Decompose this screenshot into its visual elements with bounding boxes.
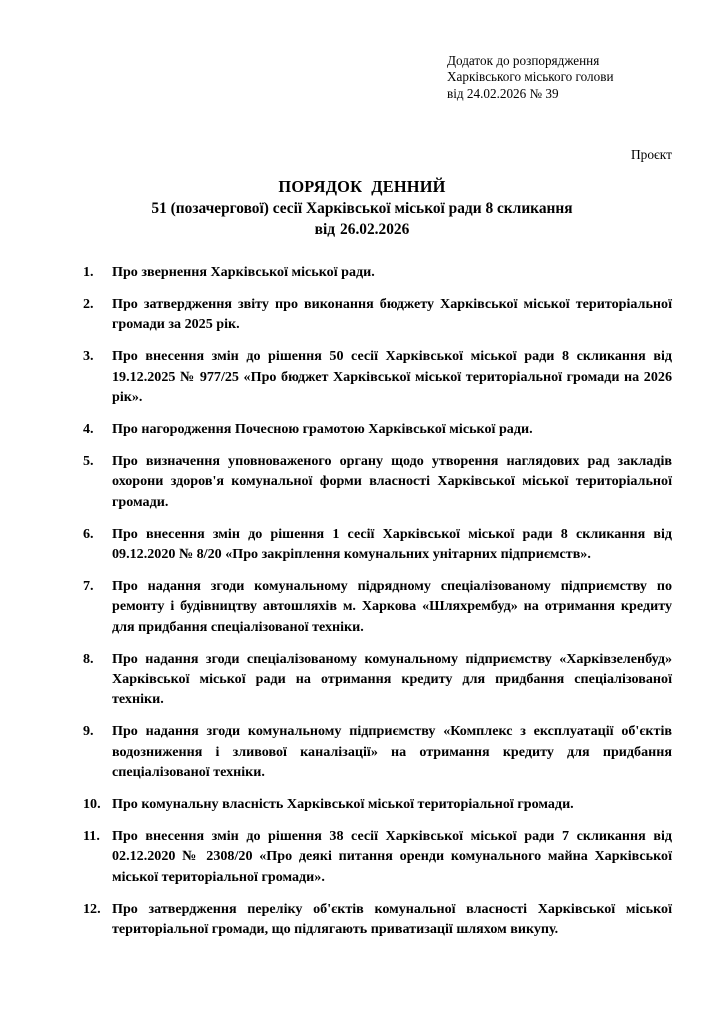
agenda-item-number: 5. [83, 452, 94, 469]
agenda-item-number: 10. [83, 796, 101, 813]
agenda-item [83, 262, 672, 282]
agenda-item-number: 3. [83, 348, 94, 365]
agenda-item-number: 8. [83, 650, 94, 667]
agenda-item-text: Про визначення уповноваженого органу щодо утворення наглядових рад закладів охорони здоров'я комунальної форми власності Харківської міської територіальної громади. [112, 452, 672, 510]
agenda-item-text: Про внесення змін до рішення 38 сесії Харківської міської ради 7 скликання від 02.12.2020 № 2308/20 «Про деякі питання оренди комунального майна Харківської міської територіальної громади». [112, 827, 672, 885]
agenda-item-number: 9. [83, 723, 94, 740]
agenda-item-number: 1. [83, 264, 94, 280]
agenda-item [83, 419, 672, 439]
agenda-item-text: Про комунальну власність Харківської міської територіальної громади. [112, 796, 574, 813]
document-header-block [447, 53, 697, 102]
agenda-item-text: Про затвердження переліку об'єктів комунальної власності Харківської міської територіальної громади, що підлягають приватизації шляхом викупу. [112, 900, 672, 938]
agenda-item-number: 4. [83, 420, 94, 437]
header-line-date-number: від 24.02.2026 № 39 [447, 85, 559, 101]
agenda-item [83, 794, 672, 814]
document-title-block [52, 176, 672, 240]
agenda-item-number: 12. [83, 900, 101, 917]
agenda-item-text: Про внесення змін до рішення 50 сесії Харківської міської ради 8 скликання від 19.12.2025 № 977/25 «Про бюджет Харківської міської територіальної громади на 2026 рік». [112, 348, 672, 406]
agenda-item-number: 2. [83, 295, 94, 312]
agenda-item-number: 7. [83, 577, 94, 594]
page-title [52, 176, 672, 198]
header-line-appendix: Додаток до розпорядження [447, 53, 600, 68]
agenda-item-text: Про надання згоди спеціалізованому комунальному підприємству «Харківзеленбуд» Харківської міської ради на отримання кредиту для придбання спеціалізованої техніки. [112, 650, 672, 708]
agenda-item [83, 524, 672, 565]
agenda-item-text: Про надання згоди комунальному підрядному спеціалізованому підприємству по ремонту і будівництву автошляхів м. Харкова «Шляхрембуд» на отримання кредиту для придбання спеціалізованої техніки. [112, 577, 672, 635]
agenda-item-number: 6. [83, 525, 94, 542]
title-date-prefix: від [314, 221, 336, 238]
title-word-poryadok: ПОРЯДОК [278, 177, 363, 196]
agenda-item-text: Про нагородження Почесною грамотою Харківської міської ради. [112, 420, 533, 437]
agenda-item [83, 576, 672, 637]
agenda-item [83, 899, 672, 940]
agenda-item-text: Про звернення Харківської міської ради. [112, 264, 375, 280]
page-subtitle: 51 (позачергової) сесії Харківської міської ради 8 скликання [151, 200, 573, 217]
title-word-dennyi: ДЕННИЙ [371, 177, 446, 196]
agenda-item [83, 451, 672, 512]
agenda-list [83, 262, 672, 939]
agenda-item [83, 721, 672, 782]
agenda-item [83, 826, 672, 887]
agenda-item [83, 346, 672, 407]
draft-label: Проєкт [631, 147, 672, 162]
agenda-item [83, 649, 672, 710]
agenda-item-text: Про затвердження звіту про виконання бюджету Харківської міської територіальної громади за 2025 рік. [112, 295, 672, 333]
agenda-item-text: Про надання згоди комунальному підприємству «Комплекс з експлуатації об'єктів водозниження і зливової каналізації» на отримання кредиту для придбання спеціалізованої техніки. [112, 723, 672, 781]
agenda-item-text: Про внесення змін до рішення 1 сесії Харківської міської ради 8 скликання від 09.12.2020 № 8/20 «Про закріплення комунальних унітарних підприємств». [112, 525, 672, 562]
agenda-item-number: 11. [83, 827, 100, 844]
title-date-value: 26.02.2026 [340, 221, 410, 238]
page-title-date [52, 219, 672, 240]
agenda-item [83, 294, 672, 335]
header-line-authority: Харківського міського голови [447, 69, 614, 85]
